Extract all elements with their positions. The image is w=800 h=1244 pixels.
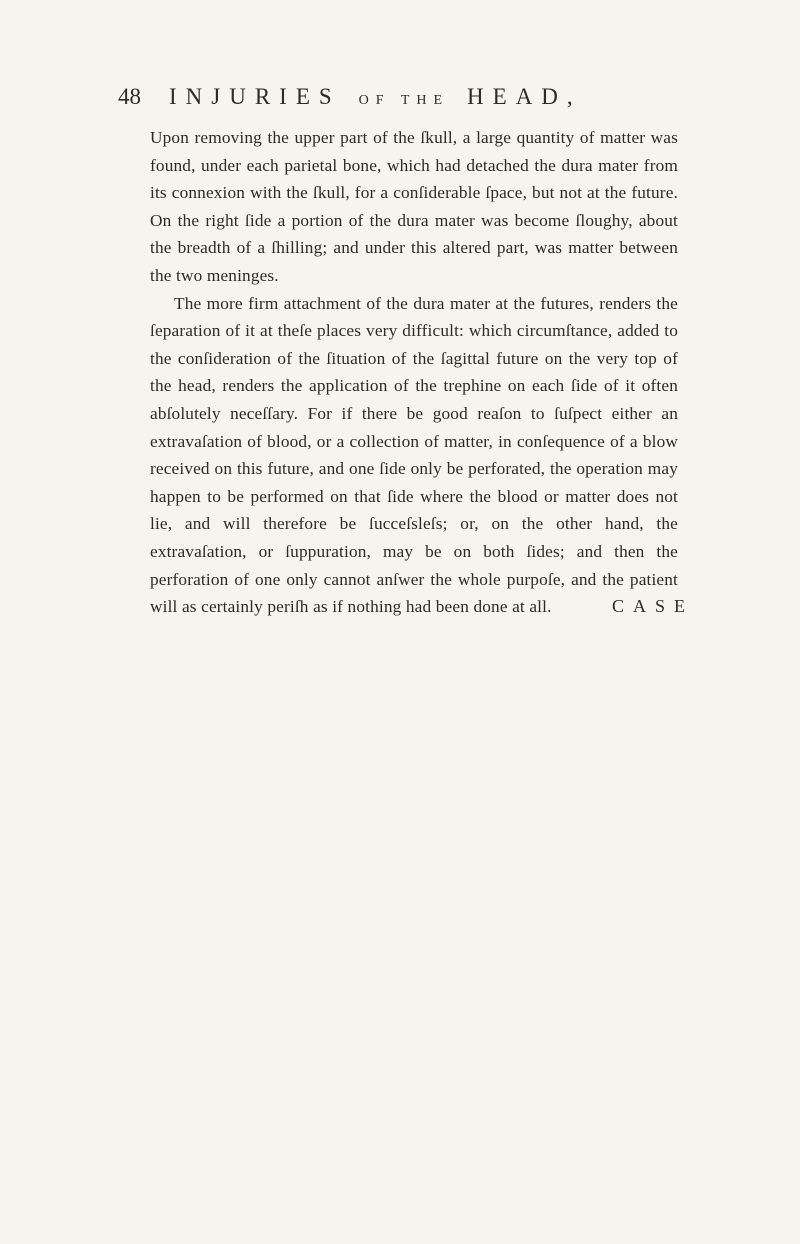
- running-title-head: HEAD,: [467, 84, 582, 109]
- body-text: [150, 124, 678, 621]
- catchword: CASE: [612, 596, 695, 616]
- running-title-injuries: INJURIES: [169, 84, 341, 109]
- running-title-of-the: OF THE: [358, 93, 450, 108]
- running-header: [118, 84, 718, 124]
- paragraph-2: The more firm attachment of the dura mater at the futures, renders the ſeparation of it at theſe places very difficult: which circumſtance, added to the conſideration of the ſituation of the ſagittal future on the very top of the head, renders the application of the trephine on each ſide of it often abſolutely neceſſary. For if there be good reaſon to ſuſpect either an extravaſation of blood, or a collection of matter, in conſequence of a blow received on this future, and one ſide only be perforated, the operation may happen to be performed on that ſide where the blood or matter does not lie, and will therefore be ſucceſsleſs; or, on the other hand, the extravaſation, or ſuppuration, may be on both ſides; and then the perforation of one only cannot anſwer the whole purpoſe, and the patient will as certainly periſh as if nothing had been done at all.: [150, 293, 678, 617]
- page-number: 48: [118, 84, 141, 109]
- paragraph-1: Upon removing the upper part of the ſkull, a large quantity of matter was found, under each parietal bone, which had detached the dura mater from its connexion with the ſkull, for a conſiderable ſpace, but not at the future. On the right ſide a portion of the dura mater was become ſloughy, about the breadth of a ſhilling; and under this altered part, was matter between the two meninges.: [150, 128, 678, 285]
